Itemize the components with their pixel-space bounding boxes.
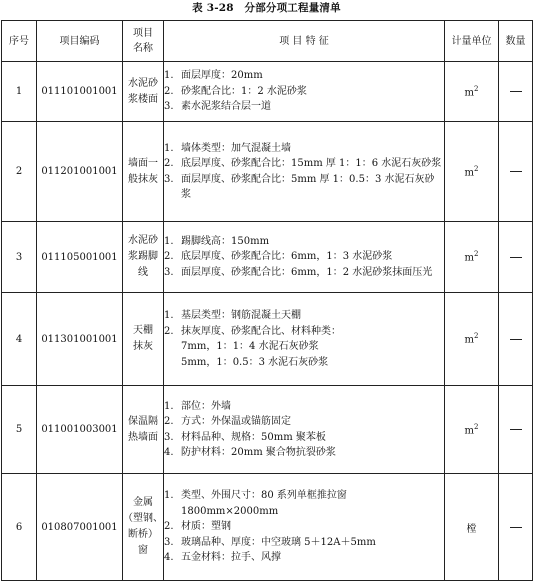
qty-cell	[499, 122, 533, 222]
feature-text: 方式：外保温或锚筋固定	[181, 416, 291, 427]
feature-item	[164, 550, 444, 566]
item-name-line: 水泥砂	[128, 235, 158, 246]
name-cell	[123, 293, 164, 386]
quantity-dash	[510, 171, 522, 172]
unit-superscript: 2	[474, 164, 479, 173]
qty-cell	[499, 386, 533, 474]
name-cell	[123, 474, 164, 581]
features-cell	[164, 293, 445, 386]
item-name-line: 天棚	[133, 325, 153, 336]
header-features: 项 目 特 征	[164, 21, 445, 62]
quantity-dash	[510, 429, 522, 430]
features-cell	[164, 62, 445, 122]
feature-text: 砂浆配合比：1：2 水泥砂浆	[181, 85, 307, 97]
unit-cell	[445, 122, 499, 222]
feature-item	[164, 141, 444, 157]
seq-number: 2	[15, 166, 23, 177]
seq-number: 5	[15, 424, 23, 435]
item-code: 011105001001	[41, 251, 118, 263]
feature-text: 7mm，1：1：4 水泥石灰砂浆	[181, 341, 319, 352]
qty-cell	[499, 222, 533, 293]
item-code: 011301001001	[41, 333, 118, 345]
feature-text: 底层厚度、砂浆配合比：6mm，1：3 水泥砂浆	[181, 251, 393, 263]
header-name-line: 项目	[133, 28, 153, 39]
seq-cell	[2, 386, 37, 474]
feature-number: 3.	[164, 101, 174, 113]
unit-base: m	[464, 167, 474, 179]
code-cell	[37, 386, 123, 474]
feature-item	[164, 355, 444, 371]
feature-text: 面层厚度、砂浆配合比：5mm 厚 1：0.5：3 水泥石灰砂浆	[181, 173, 435, 200]
feature-text: 基层类型：钢筋混凝土天棚	[181, 310, 301, 321]
feature-text: 底层厚度、砂浆配合比：15mm 厚 1：1：6 水泥石灰砂浆	[181, 158, 442, 169]
name-cell	[123, 62, 164, 122]
item-name-line: 抹灰	[133, 341, 153, 352]
item-name-line: 水泥砂	[128, 77, 158, 89]
features-cell	[164, 386, 445, 474]
feature-number: 2.	[164, 521, 174, 533]
header-unit: 计量单位	[445, 21, 499, 62]
table-row	[2, 62, 533, 122]
feature-text: 素水泥浆结合层一道	[181, 101, 271, 113]
feature-item	[164, 414, 444, 430]
feature-number	[164, 339, 181, 355]
header-seq: 序号	[2, 21, 37, 62]
seq-number: 1	[15, 86, 23, 97]
feature-item	[164, 99, 444, 115]
feature-number: 2.	[164, 158, 174, 169]
features-cell	[164, 474, 445, 581]
feature-number: 3.	[164, 266, 174, 278]
item-code: 011001003001	[41, 424, 118, 435]
feature-item	[164, 68, 444, 84]
name-cell	[123, 222, 164, 293]
feature-text: 五金材料：拉手、风撑	[181, 552, 281, 564]
feature-number: 1.	[164, 400, 174, 412]
table-row	[2, 386, 533, 474]
seq-cell	[2, 122, 37, 222]
unit-base: 樘	[466, 523, 477, 535]
feature-text: 抹灰厚度、砂浆配合比、材料种类：	[181, 325, 341, 337]
feature-number: 3.	[164, 431, 174, 443]
feature-item	[164, 308, 444, 324]
qty-cell	[499, 293, 533, 386]
item-name-line: 断桥）	[128, 529, 158, 540]
feature-text: 5mm，1：0.5：3 水泥石灰砂浆	[181, 356, 329, 368]
item-name-line: 保温隔	[128, 415, 158, 427]
quantity-dash	[510, 257, 522, 258]
unit-cell	[445, 386, 499, 474]
table-row	[2, 222, 533, 293]
unit-cell	[445, 293, 499, 386]
unit-cell	[445, 222, 499, 293]
header-name	[123, 21, 164, 62]
feature-item	[164, 399, 444, 415]
code-cell	[37, 122, 123, 222]
quantity-dash	[510, 339, 522, 340]
unit-superscript: 2	[474, 422, 479, 431]
table-caption: 表 3-28 分部分项工程量清单	[192, 2, 341, 14]
item-name-line: 线	[138, 267, 148, 278]
feature-number: 1.	[164, 310, 174, 321]
code-cell	[37, 222, 123, 293]
unit-cell	[445, 62, 499, 122]
feature-item	[164, 265, 444, 281]
feature-item	[164, 430, 444, 446]
feature-number: 1.	[164, 490, 174, 502]
table-row	[2, 122, 533, 222]
feature-item	[164, 234, 444, 250]
feature-number: 4.	[164, 447, 174, 458]
item-name-line: 墙面一	[128, 157, 158, 169]
feature-number: 3.	[164, 173, 174, 185]
feature-number: 2.	[164, 416, 174, 427]
table-row	[2, 474, 533, 581]
code-cell	[37, 293, 123, 386]
seq-cell	[2, 222, 37, 293]
table-row	[2, 293, 533, 386]
unit-base: m	[464, 252, 474, 264]
item-name-line: 浆楼面	[128, 93, 158, 105]
feature-number	[164, 355, 181, 371]
feature-item	[164, 249, 444, 265]
feature-number: 1.	[164, 142, 174, 154]
feature-item	[164, 84, 444, 100]
header-name-line: 名称	[133, 43, 153, 54]
feature-number: 2.	[164, 251, 174, 263]
seq-cell	[2, 293, 37, 386]
unit-superscript: 2	[474, 332, 479, 341]
feature-item	[164, 324, 444, 340]
feature-text: 面层厚度：20mm	[181, 70, 263, 82]
seq-cell	[2, 62, 37, 122]
code-cell	[37, 62, 123, 122]
header-qty: 数量	[499, 21, 533, 62]
item-code: 011101001001	[41, 86, 118, 97]
item-name-line: 窗	[138, 545, 148, 556]
feature-item	[164, 445, 444, 461]
feature-text: 材料品种、规格：50mm 聚苯板	[181, 431, 326, 443]
unit-base: m	[464, 425, 474, 437]
item-name-line: （塑钢、	[123, 513, 163, 524]
header-row	[2, 21, 533, 62]
unit-base: m	[464, 334, 474, 346]
feature-text: 部位：外墙	[181, 400, 231, 412]
item-name-line: 金属	[133, 497, 153, 508]
feature-item	[164, 535, 444, 551]
feature-number: 1.	[164, 235, 174, 247]
unit-superscript: 2	[474, 84, 479, 93]
item-code: 010807001001	[41, 521, 118, 533]
feature-item	[164, 156, 444, 172]
seq-number: 6	[15, 521, 23, 533]
unit-superscript: 2	[474, 250, 479, 259]
feature-item	[164, 172, 444, 203]
features-cell	[164, 122, 445, 222]
feature-text: 踢脚线高：150mm	[181, 235, 270, 247]
feature-number: 2.	[164, 85, 174, 97]
item-name-line: 热墙面	[128, 431, 158, 443]
feature-text: 面层厚度、砂浆配合比：6mm，1：2 水泥砂浆抹面压光	[181, 266, 433, 278]
feature-text: 材质：塑钢	[181, 521, 231, 533]
seq-number: 4	[15, 333, 23, 345]
code-cell	[37, 474, 123, 581]
quantity-dash	[510, 91, 522, 92]
features-cell	[164, 222, 445, 293]
header-code: 项目编码	[37, 21, 123, 62]
unit-base: m	[464, 87, 474, 99]
qty-cell	[499, 474, 533, 581]
feature-item	[164, 339, 444, 355]
feature-text: 玻璃品种、厚度：中空玻璃 5＋12A＋5mm	[181, 536, 376, 548]
unit-cell	[445, 474, 499, 581]
feature-text: 类型、外围尺寸：80 系列单框推拉窗 1800mm×2000mm	[181, 490, 347, 517]
feature-number: 4.	[164, 552, 174, 564]
feature-number: 2.	[164, 325, 174, 337]
feature-item	[164, 519, 444, 535]
bill-of-quantities-table	[1, 20, 533, 581]
feature-text: 防护材料：20mm 聚合物抗裂砂浆	[181, 447, 336, 458]
feature-number: 3.	[164, 536, 174, 548]
seq-number: 3	[15, 251, 23, 263]
item-code: 011201001001	[41, 166, 118, 177]
feature-item	[164, 488, 444, 519]
item-name-line: 浆踢脚	[128, 251, 158, 262]
item-name-line: 般抹灰	[128, 173, 158, 185]
seq-cell	[2, 474, 37, 581]
qty-cell	[499, 62, 533, 122]
feature-text: 墙体类型：加气混凝土墙	[181, 142, 291, 154]
name-cell	[123, 122, 164, 222]
name-cell	[123, 386, 164, 474]
feature-number: 1.	[164, 70, 174, 82]
quantity-dash	[510, 527, 522, 528]
